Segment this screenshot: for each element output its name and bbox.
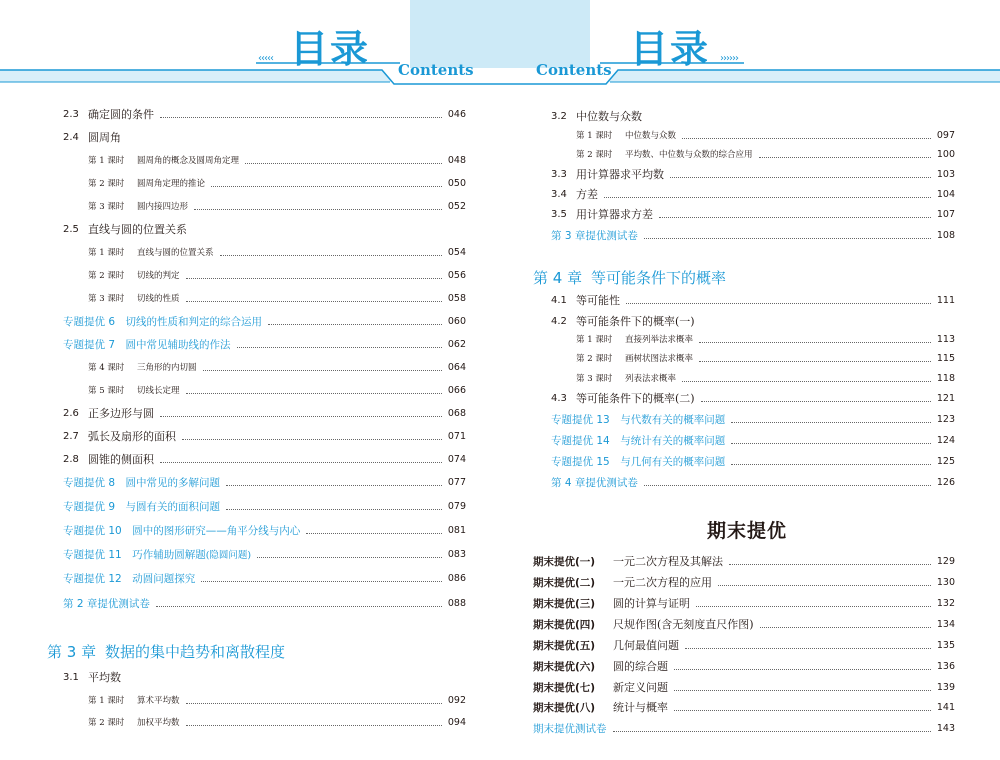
leader-dots [245,163,442,164]
section-number: 4.2 [551,315,567,327]
chapter-heading[interactable] [533,264,955,290]
entry-title: 切线长定理 [137,386,180,396]
leader-dots [182,439,442,440]
entry-title: 平均数 [88,671,121,684]
section-number: 2.5 [63,223,79,235]
leader-dots [226,485,442,486]
final-label: 期末提优(三) [533,597,596,610]
entry-title: 圆锥的侧面积 [88,453,154,466]
final-label: 期末提优(六) [533,660,596,673]
entry-title: 专题提优 8 圆中常见的多解问题 [63,476,221,489]
toc-entry[interactable] [63,104,466,124]
lesson-number: 第 2 课时 [576,354,613,364]
toc-entry[interactable] [576,368,955,388]
entry-title: 中位数与众数 [625,131,677,141]
leader-dots [685,648,931,649]
leader-dots [682,138,931,139]
page-number: 083 [447,548,466,560]
toc-entry[interactable] [88,380,466,400]
page-number: 058 [447,292,466,304]
leader-dots [696,606,931,607]
entry-title: 切线的性质 [137,294,180,304]
toc-entry[interactable] [576,125,955,145]
section-number: 3.2 [551,110,567,122]
leader-dots [731,422,931,423]
lesson-number: 第 3 课时 [576,374,613,384]
toc-entry-topic[interactable] [551,430,955,450]
toc-entry-topic[interactable] [63,311,466,331]
leader-dots [701,401,931,402]
toc-entry[interactable] [88,242,466,262]
toc-entry[interactable] [63,127,466,147]
section-number: 4.3 [551,392,567,404]
entry-title: 直线与圆的位置关系 [88,223,187,236]
leader-dots [226,509,442,510]
leader-dots [186,725,442,726]
right-chevrons: ›››››› [720,53,738,64]
page-number: 139 [936,681,955,693]
leader-dots [682,381,931,382]
page-number: 141 [936,701,955,713]
page-number: 081 [447,524,466,536]
toc-entry-final[interactable] [533,677,955,697]
toc-entry[interactable] [576,329,955,349]
toc-entry-topic[interactable] [63,568,466,588]
page-number: 077 [447,476,466,488]
page-number: 074 [447,453,466,465]
toc-entry-final[interactable] [533,697,955,717]
entry-subtitle: (隐圆问题) [205,550,252,561]
page-number: 094 [447,716,466,728]
page-number: 068 [447,407,466,419]
page-number: 143 [936,722,955,734]
leader-dots [613,731,931,732]
final-label: 期末提优(一) [533,555,596,568]
chapter-title: 等可能条件下的概率 [591,268,727,287]
toc-entry-topic[interactable] [63,472,466,492]
page-number: 130 [936,576,955,588]
leader-dots [186,393,442,394]
entry-title: 圆周角的概念及圆周角定理 [137,156,240,166]
lesson-number: 第 3 课时 [88,294,125,304]
entry-title: 列表法求概率 [625,374,677,384]
entry-title: 专题提优 6 切线的性质和判定的综合运用 [63,315,263,328]
toc-entry[interactable] [88,712,466,732]
entry-title: 第 2 章提优测试卷 [63,597,150,610]
entry-title: 用计算器求方差 [576,208,653,221]
lesson-number: 第 1 课时 [576,335,613,345]
toc-entry-final[interactable] [533,572,955,592]
entry-title: 圆的综合题 [613,660,668,673]
toc-entry[interactable] [88,150,466,170]
entry-title: 专题提优 14 与统计有关的概率问题 [551,434,726,447]
page-number: 124 [936,434,955,446]
entry-title: 第 3 章提优测试卷 [551,229,638,242]
toc-entry-final[interactable] [533,656,955,676]
entry-title: 直接列举法求概率 [625,335,694,345]
section-number: 4.1 [551,294,567,306]
section-number: 2.6 [63,407,79,419]
page-number: 064 [447,361,466,373]
leader-dots [626,303,931,304]
lesson-number: 第 2 课时 [88,179,125,189]
entry-title: 期末提优测试卷 [533,722,607,735]
entry-title: 直线与圆的位置关系 [137,248,214,258]
page-number: 134 [936,618,955,630]
entry-title: 正多边形与圆 [88,407,154,420]
page-number: 052 [447,200,466,212]
toc-entry-topic[interactable] [63,496,466,516]
entry-title: 画树状图法求概率 [625,354,694,364]
page-number: 100 [936,148,955,160]
lesson-number: 第 5 课时 [88,386,125,396]
page-number: 108 [936,229,955,241]
entry-title: 弧长及扇形的面积 [88,430,176,443]
left-contents-label: Contents [398,61,474,79]
leader-dots [156,606,442,607]
leader-dots [759,157,931,158]
section-number: 2.8 [63,453,79,465]
toc-entry[interactable] [63,219,466,239]
page-number: 054 [447,246,466,258]
entry-title: 用计算器求平均数 [576,168,664,181]
entry-title: 三角形的内切圆 [137,363,197,373]
entry-title: 方差 [576,188,598,201]
page-number: 062 [447,338,466,350]
entry-title: 圆的计算与证明 [613,597,690,610]
toc-entry-topic[interactable] [551,409,955,429]
leader-dots [268,324,442,325]
entry-title: 确定圆的条件 [88,108,154,121]
toc-entry[interactable] [63,449,466,469]
final-label: 期末提优(八) [533,701,596,714]
leader-dots [670,177,931,178]
lesson-number: 第 2 课时 [88,718,125,728]
page-header [0,0,1000,100]
entry-title: 专题提优 10 圆中的图形研究——角平分线与内心 [63,524,301,537]
toc-entry-final[interactable] [533,593,955,613]
entry-title: 专题提优 12 动圆问题探究 [63,572,196,585]
toc-entry[interactable] [551,388,955,408]
toc-entry-test[interactable] [551,225,955,245]
section-number: 2.3 [63,108,79,120]
toc-entry[interactable] [551,311,955,331]
page-number: 135 [936,639,955,651]
toc-entry[interactable] [88,288,466,308]
toc-entry[interactable] [576,144,955,164]
toc-entry-topic[interactable] [551,451,955,471]
toc-entry-test[interactable] [63,593,466,613]
final-review-heading: 期末提优 [707,520,788,542]
section-number: 3.1 [63,671,79,683]
page-number: 088 [447,597,466,609]
section-number: 3.4 [551,188,567,200]
entry-title: 切线的判定 [137,271,180,281]
leader-dots [237,347,442,348]
page-number: 111 [936,294,955,306]
toc-entry[interactable] [551,204,955,224]
page-number: 103 [936,168,955,180]
page-number: 050 [447,177,466,189]
leader-dots [659,217,931,218]
page-number: 060 [447,315,466,327]
lesson-number: 第 1 课时 [88,696,125,706]
page-number: 113 [936,333,955,345]
leader-dots [186,278,442,279]
page-number: 079 [447,500,466,512]
section-number: 3.5 [551,208,567,220]
chapter-title: 数据的集中趋势和离散程度 [105,642,286,661]
toc-entry[interactable] [88,690,466,710]
page-number: 046 [447,108,466,120]
leader-dots [674,669,931,670]
toc-entry[interactable] [63,667,466,687]
leader-dots [257,557,442,558]
lesson-number: 第 1 课时 [576,131,613,141]
left-page-title: 目录 [290,27,371,71]
lesson-number: 第 1 课时 [88,156,125,166]
page-number: 066 [447,384,466,396]
toc-entry[interactable] [551,290,955,310]
leader-dots [306,533,442,534]
entry-title: 专题提优 11 巧作辅助圆解题 [63,548,206,561]
page-number: 086 [447,572,466,584]
toc-entry-test[interactable] [551,472,955,492]
entry-title: 尺规作图(含无刻度直尺作图) [613,618,754,631]
page-number: 056 [447,269,466,281]
toc-entry-topic[interactable] [63,334,466,354]
final-label: 期末提优(二) [533,576,596,589]
toc-entry[interactable] [551,106,955,126]
page-number: 048 [447,154,466,166]
toc-entry[interactable] [551,184,955,204]
lesson-number: 第 2 课时 [576,150,613,160]
entry-title: 统计与概率 [613,701,668,714]
entry-title: 圆周角 [88,131,121,144]
leader-dots [644,485,931,486]
leader-dots [699,361,931,362]
page-number: 132 [936,597,955,609]
toc-entry[interactable] [88,265,466,285]
page-number: 125 [936,455,955,467]
leader-dots [729,564,931,565]
left-chevrons: ‹‹‹‹‹ [258,53,273,64]
page-number: 115 [936,352,955,364]
leader-dots [718,585,931,586]
toc-entry[interactable] [88,196,466,216]
section-number: 3.3 [551,168,567,180]
lesson-number: 第 2 课时 [88,271,125,281]
toc-entry-final[interactable] [533,635,955,655]
lesson-number: 第 4 课时 [88,363,125,373]
leader-dots [211,186,442,187]
right-page-title: 目录 [630,27,711,71]
toc-entry[interactable] [63,426,466,446]
page-number: 123 [936,413,955,425]
leader-dots [760,627,931,628]
leader-dots [203,370,442,371]
leader-dots [220,255,442,256]
entry-title: 加权平均数 [137,718,180,728]
leader-dots [186,703,442,704]
toc-entry[interactable] [88,357,466,377]
leader-dots [160,117,442,118]
entry-title: 专题提优 7 圆中常见辅助线的作法 [63,338,231,351]
toc-entry-topic[interactable] [63,520,466,540]
page-number: 097 [936,129,955,141]
toc-entry[interactable] [63,403,466,423]
page-number: 126 [936,476,955,488]
section-number: 2.7 [63,430,79,442]
leader-dots [201,581,442,582]
entry-title: 平均数、中位数与众数的综合应用 [625,150,753,160]
final-label: 期末提优(七) [533,681,596,694]
entry-title: 专题提优 9 与圆有关的面积问题 [63,500,221,513]
entry-title: 一元二次方程及其解法 [613,555,723,568]
leader-dots [674,690,931,691]
entry-title: 等可能条件下的概率(一) [576,315,695,328]
final-label: 期末提优(五) [533,639,596,652]
leader-dots [674,710,931,711]
toc-entry[interactable] [551,164,955,184]
page-number: 104 [936,188,955,200]
chapter-number: 第 4 章 [533,268,583,287]
leader-dots [160,462,442,463]
leader-dots [186,301,442,302]
entry-title: 第 4 章提优测试卷 [551,476,638,489]
leader-dots [604,197,931,198]
toc-entry-test[interactable] [533,718,955,738]
entry-title: 中位数与众数 [576,110,642,123]
entry-title: 专题提优 13 与代数有关的概率问题 [551,413,726,426]
page-number: 118 [936,372,955,384]
chapter-heading[interactable] [47,638,467,664]
entry-title: 专题提优 15 与几何有关的概率问题 [551,455,726,468]
toc-entry[interactable] [576,348,955,368]
entry-title: 圆周角定理的推论 [137,179,206,189]
toc-entry-final[interactable] [533,551,955,571]
entry-title: 等可能性 [576,294,620,307]
page-number: 071 [447,430,466,442]
final-label: 期末提优(四) [533,618,596,631]
lesson-number: 第 3 课时 [88,202,125,212]
leader-dots [194,209,442,210]
entry-title: 一元二次方程的应用 [613,576,712,589]
toc-entry-final[interactable] [533,614,955,634]
leader-dots [160,416,442,417]
chapter-number: 第 3 章 [47,642,97,661]
entry-title: 算术平均数 [137,696,180,706]
page-number: 121 [936,392,955,404]
page-number: 129 [936,555,955,567]
section-number: 2.4 [63,131,79,143]
entry-title: 等可能条件下的概率(二) [576,392,695,405]
entry-title: 新定义问题 [613,681,668,694]
page-number: 092 [447,694,466,706]
leader-dots [644,238,931,239]
entry-title: 圆内接四边形 [137,202,189,212]
entry-title: 几何最值问题 [613,639,679,652]
header-decoration [0,0,1000,100]
leader-dots [731,443,931,444]
page-number: 136 [936,660,955,672]
leader-dots [731,464,931,465]
leader-dots [699,342,931,343]
lesson-number: 第 1 课时 [88,248,125,258]
toc-entry[interactable] [88,173,466,193]
toc-entry-topic[interactable] [63,544,466,564]
right-contents-label: Contents [536,61,612,79]
page-number: 107 [936,208,955,220]
